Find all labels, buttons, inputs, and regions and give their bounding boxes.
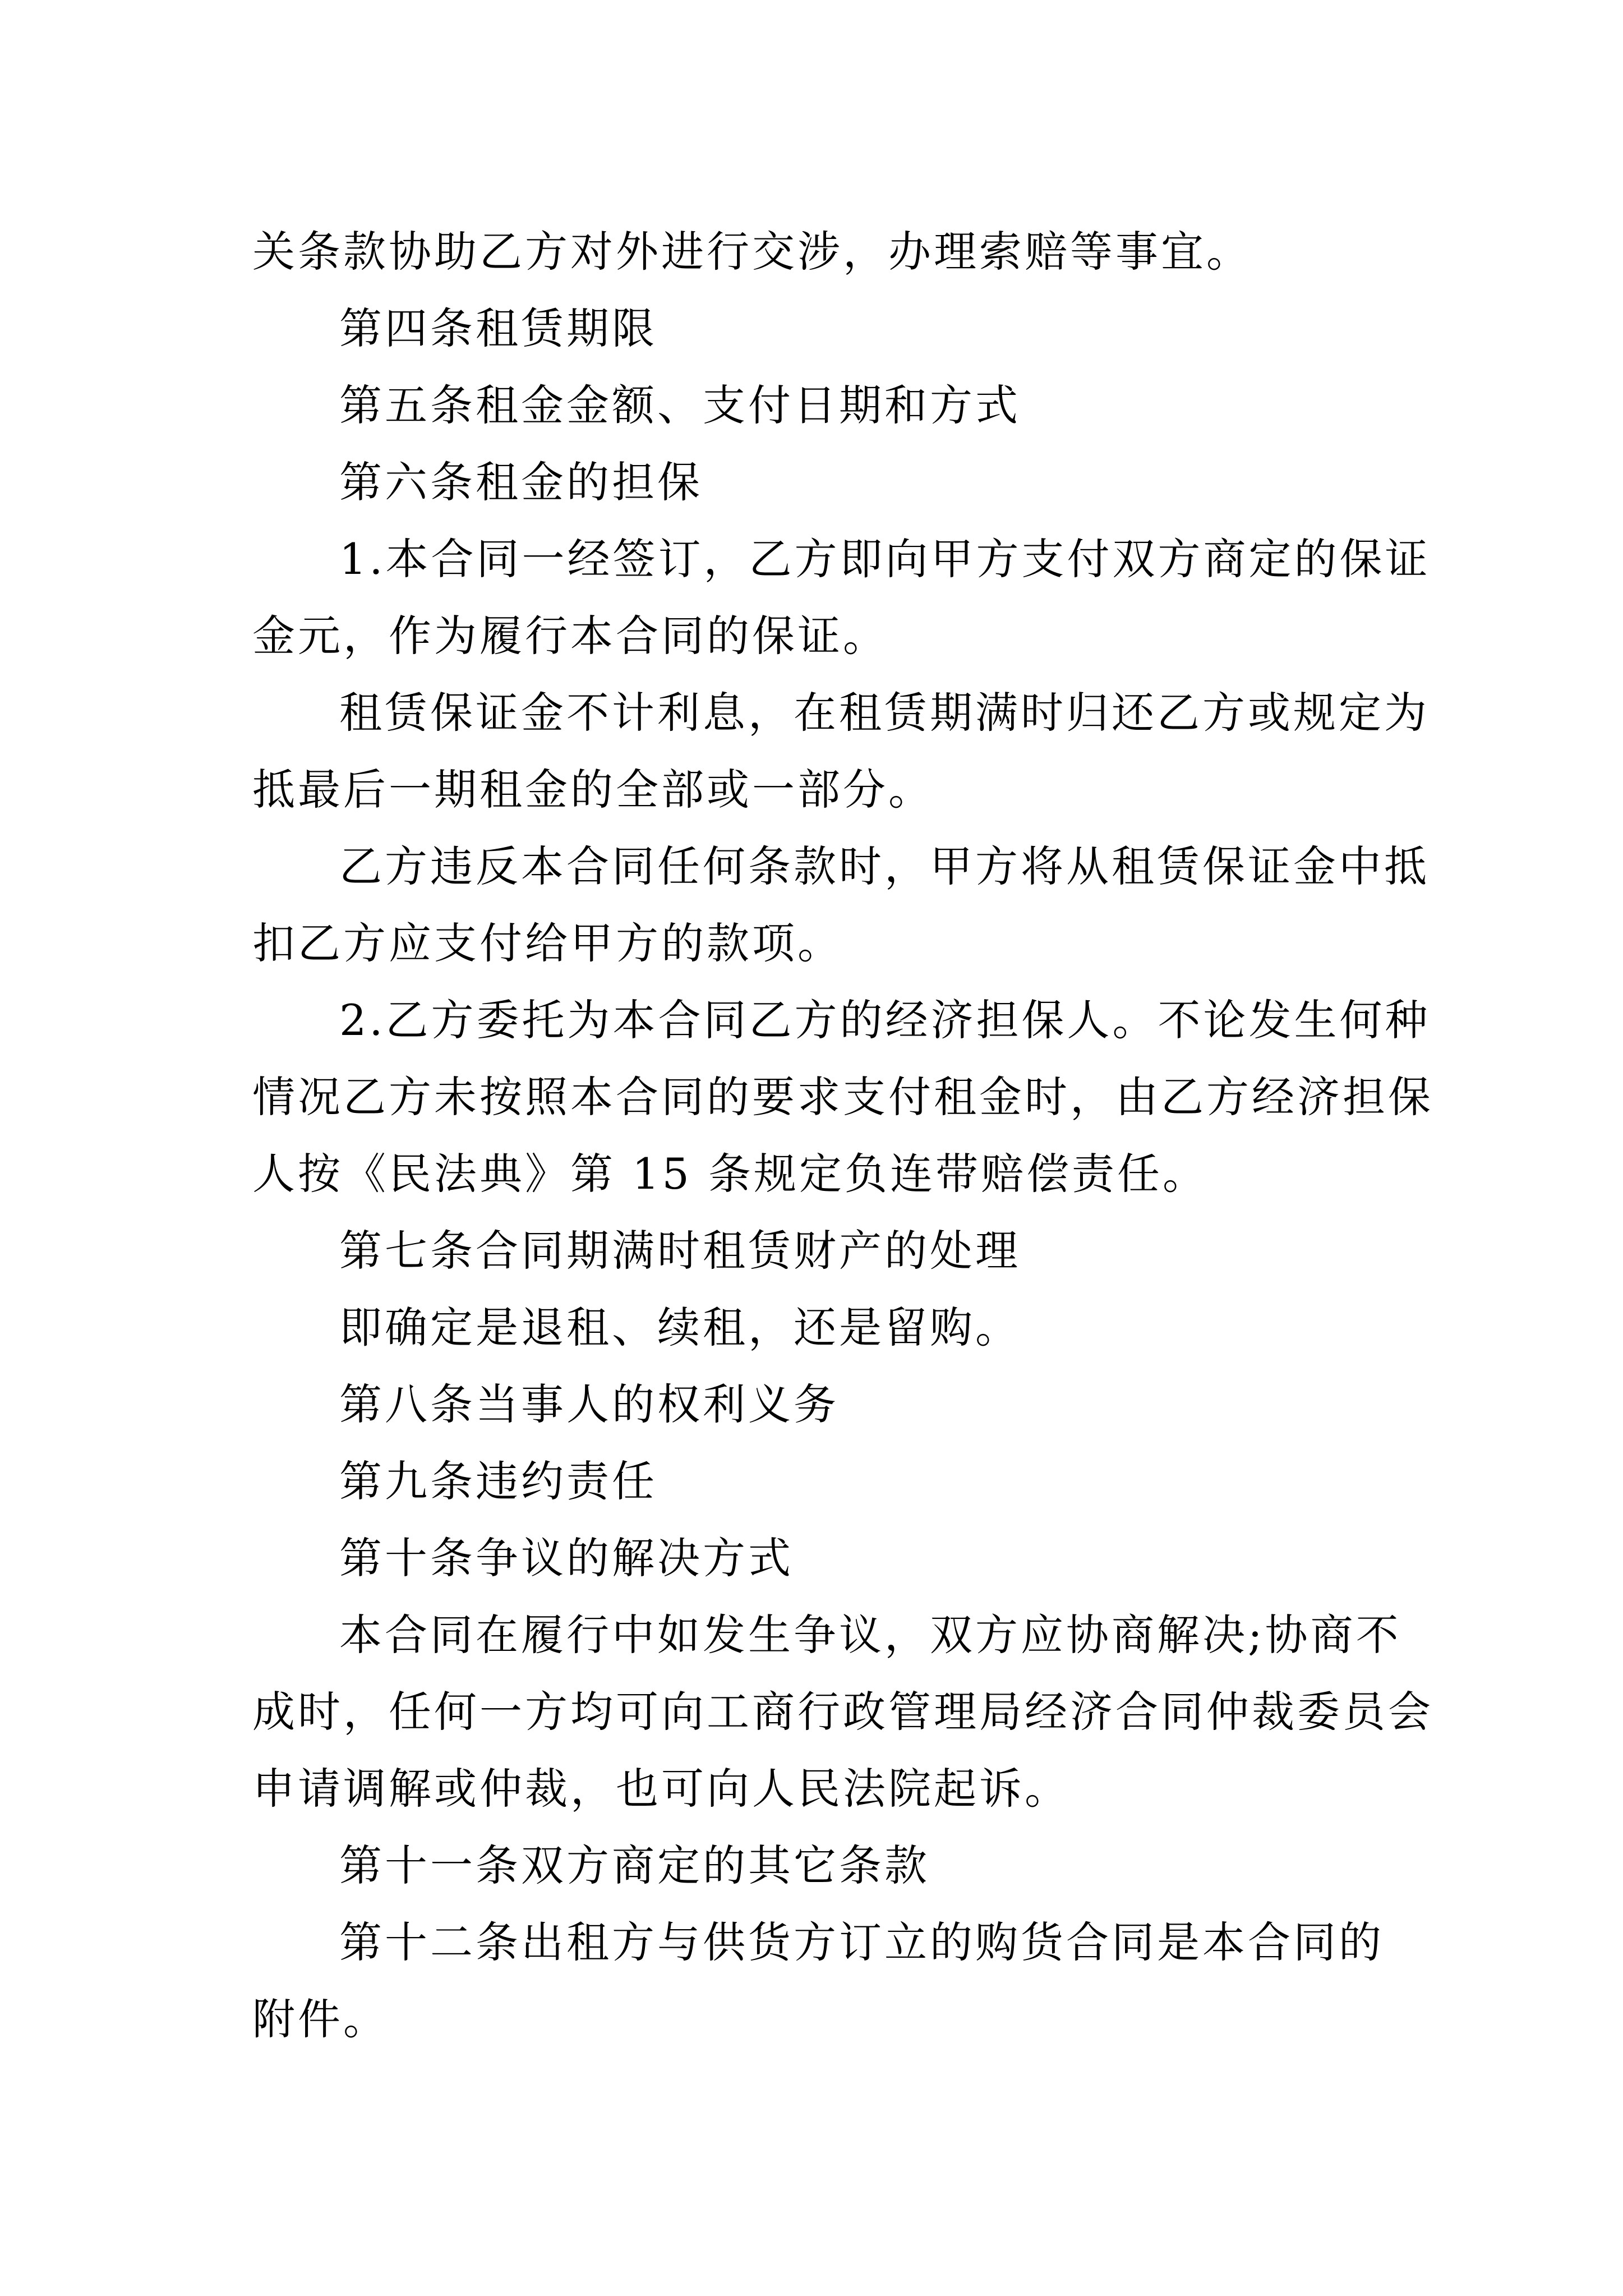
article-8-heading: 第八条当事人的权利义务 (339, 1379, 839, 1429)
text-line: 抵最后一期租金的全部或一部分。 (252, 765, 934, 815)
text-line: 成时，任何一方均可向工商行政管理局经济合同仲裁委员会 (252, 1687, 1433, 1737)
text-line: 本合同在履行中如发生争议，双方应协商解决;协商不 (339, 1610, 1401, 1660)
text-line: 人按《民法典》第 15 条规定负连带赔偿责任。 (252, 1149, 1209, 1199)
text-line: 乙方违反本合同任何条款时，甲方将从租赁保证金中抵 (339, 841, 1430, 891)
article-12-heading: 第十二条出租方与供货方订立的购货合同是本合同的 (339, 1917, 1384, 1967)
document-page (252, 213, 1433, 2058)
article-4-heading: 第四条租赁期限 (339, 303, 657, 353)
article-9-heading: 第九条违约责任 (339, 1456, 657, 1506)
article-10-heading: 第十条争议的解决方式 (339, 1533, 794, 1583)
text-line: 即确定是退租、续租，还是留购。 (339, 1303, 1021, 1352)
text-line: 情况乙方未按照本合同的要求支付租金时，由乙方经济担保 (252, 1072, 1433, 1122)
text-line: 2.乙方委托为本合同乙方的经济担保人。不论发生何种 (339, 995, 1431, 1045)
text-line: 申请调解或仲裁，也可向人民法院起诉。 (252, 1764, 1070, 1814)
text-line: 关条款协助乙方对外进行交涉，办理索赔等事宜。 (252, 227, 1252, 277)
article-6-heading: 第六条租金的担保 (339, 457, 703, 507)
article-5-heading: 第五条租金金额、支付日期和方式 (339, 380, 1021, 430)
text-line: 1.本合同一经签订，乙方即向甲方支付双方商定的保证 (339, 534, 1431, 584)
text-line: 扣乙方应支付给甲方的款项。 (252, 918, 843, 968)
article-7-heading: 第七条合同期满时租赁财产的处理 (339, 1226, 1021, 1276)
text-line: 金元，作为履行本合同的保证。 (252, 611, 888, 661)
text-line: 租赁保证金不计利息，在租赁期满时归还乙方或规定为 (339, 688, 1430, 738)
text-line: 附件。 (252, 1994, 389, 2044)
article-11-heading: 第十一条双方商定的其它条款 (339, 1841, 930, 1890)
